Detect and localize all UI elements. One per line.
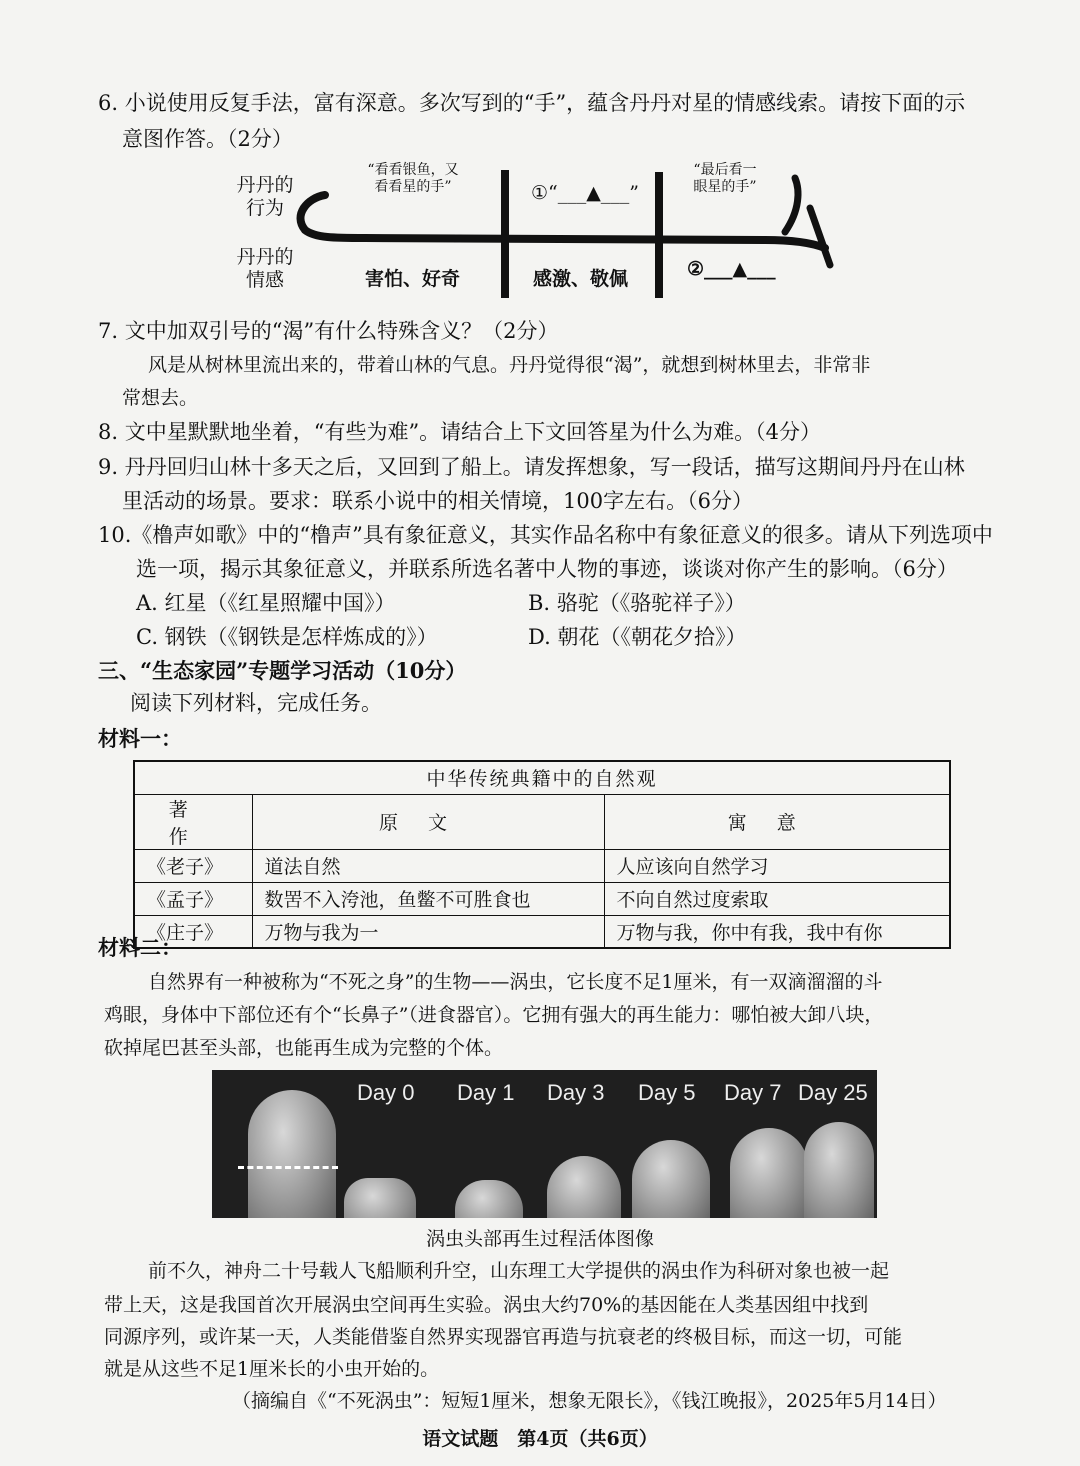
para2-line3: 同源序列，或许某一天，人类能借鉴自然界实现器官再造与抗衰老的终极目标，而这一切，可能 (104, 1326, 903, 1348)
day-label: Day 7 (724, 1080, 782, 1105)
q9-line2: 里活动的场景。要求：联系小说中的相关情境，100字左右。（6分） (122, 489, 753, 513)
page-footer: 语文试题 第4页（共6页） (422, 1428, 658, 1450)
worm-day5 (632, 1140, 710, 1218)
day-label: Day 3 (547, 1080, 605, 1105)
q10-option-a: A. 红星（《红星照耀中国》） (136, 591, 396, 615)
row-emotion-label: 丹丹的情感 (236, 246, 294, 291)
table-cell: 万物与我为一 (252, 915, 604, 948)
day-label: Day 0 (357, 1080, 415, 1105)
cut-line (238, 1166, 338, 1169)
emotion-fear-curiosity: 害怕、好奇 (365, 268, 461, 290)
q7-quote2: 常想去。 (122, 387, 199, 409)
emotion-gratitude: 感激、敬佩 (533, 268, 629, 290)
table-cell: 万物与我，你中有我，我中有你 (604, 915, 950, 948)
day-label: Day 1 (457, 1080, 515, 1105)
worm-day1 (455, 1180, 523, 1218)
row-behavior-label: 丹丹的行为 (236, 174, 294, 219)
table-cell: 数罟不入洿池，鱼鳖不可胜食也 (252, 882, 604, 915)
table-cell: 《老子》 (134, 849, 252, 882)
worm-day25 (804, 1122, 874, 1218)
para2-source: （摘编自《“不死涡虫”：短短1厘米，想象无限长》，《钱江晚报》，2025年5月14日） (232, 1390, 947, 1412)
table-row (134, 849, 950, 882)
material1-label: 材料一： (98, 726, 182, 751)
section3-title: 三、“生态家园”专题学习活动（10分） (98, 658, 467, 683)
table-header-meaning: 寓意 (604, 794, 950, 849)
worm-day7 (730, 1128, 808, 1218)
section3-intro: 阅读下列材料，完成任务。 (130, 691, 382, 715)
table-cell: 不向自然过度索取 (604, 882, 950, 915)
table-header-work: 著作 (134, 794, 252, 849)
q7-line1: 7. 文中加双引号的“渴”有什么特殊含义？（2分） (98, 319, 559, 343)
quote-last-look: “最后看一眼星的手” (693, 162, 757, 195)
q10-line2: 选一项，揭示其象征意义，并联系所选名著中人物的事迹，谈谈对你产生的影响。（6分） (136, 557, 958, 581)
q6-line1: 6. 小说使用反复手法，富有深意。多次写到的“手”，蕴含丹丹对星的情感线索。请按下面的示 (98, 91, 966, 115)
q6-line2: 意图作答。（2分） (122, 127, 293, 151)
q10-line1: 10.《橹声如歌》中的“橹声”具有象征意义，其实作品名称中有象征意义的很多。请从下列选项中 (98, 523, 993, 547)
q7-quote1: 风是从树林里流出来的，带着山林的气息。丹丹觉得很“渴”，就想到树林里去，非常非 (148, 354, 871, 376)
day-label: Day 5 (638, 1080, 696, 1105)
table-caption: 中华传统典籍中的自然观 (134, 761, 950, 794)
para2-line1: 前不久，神舟二十号载人飞船顺利升空，山东理工大学提供的涡虫作为科研对象也被一起 (148, 1260, 890, 1282)
table-cell: 道法自然 (252, 849, 604, 882)
q10-option-d: D. 朝花（《朝花夕拾》） (528, 625, 747, 649)
blank-1: ①“___▲___” (530, 182, 640, 204)
emotion-diagram (225, 160, 845, 305)
material2-label: 材料二： (98, 935, 182, 960)
table-header-original: 原文 (252, 794, 604, 849)
para2-line2: 带上天，这是我国首次开展涡虫空间再生实验。涡虫大约70%的基因能在人类基因组中找到 (104, 1294, 869, 1316)
day-label: Day 25 (798, 1080, 868, 1105)
photo-caption: 涡虫头部再生过程活体图像 (425, 1228, 654, 1250)
table-cell: 《孟子》 (134, 882, 252, 915)
q10-option-c: C. 钢铁（《钢铁是怎样炼成的》） (136, 625, 438, 649)
nature-view-table (133, 760, 951, 949)
blank-2: ②___▲___ (687, 258, 776, 280)
worm-day0 (344, 1178, 416, 1218)
material2-line3: 砍掉尾巴甚至头部，也能再生成为完整的个体。 (104, 1037, 504, 1059)
worm-day3 (547, 1156, 621, 1218)
q10-option-b: B. 骆驼（《骆驼祥子》） (528, 591, 746, 615)
worm-full (248, 1090, 336, 1218)
para2-line4: 就是从这些不足1厘米长的小虫开始的。 (104, 1358, 440, 1380)
material2-line2: 鸡眼，身体中下部位还有个“长鼻子”（进食器官）。它拥有强大的再生能力：哪怕被大卸八块， (104, 1004, 884, 1026)
q9-line1: 9. 丹丹回归山林十多天之后，又回到了船上。请发挥想象，写一段话，描写这期间丹丹在山林 (98, 455, 965, 479)
table-cell: 人应该向自然学习 (604, 849, 950, 882)
table-cell: 《庄子》 (134, 915, 252, 948)
flatworm-regeneration-photo (212, 1070, 877, 1218)
material2-line1: 自然界有一种被称为“不死之身”的生物——涡虫，它长度不足1厘米，有一双滴溜溜的斗 (148, 971, 883, 993)
quote-look-fish: “看看银鱼，又看看星的手” (367, 162, 459, 195)
table-row (134, 882, 950, 915)
q8-line1: 8. 文中星默默地坐着，“有些为难”。请结合上下文回答星为什么为难。（4分） (98, 420, 822, 444)
table-row (134, 915, 950, 948)
